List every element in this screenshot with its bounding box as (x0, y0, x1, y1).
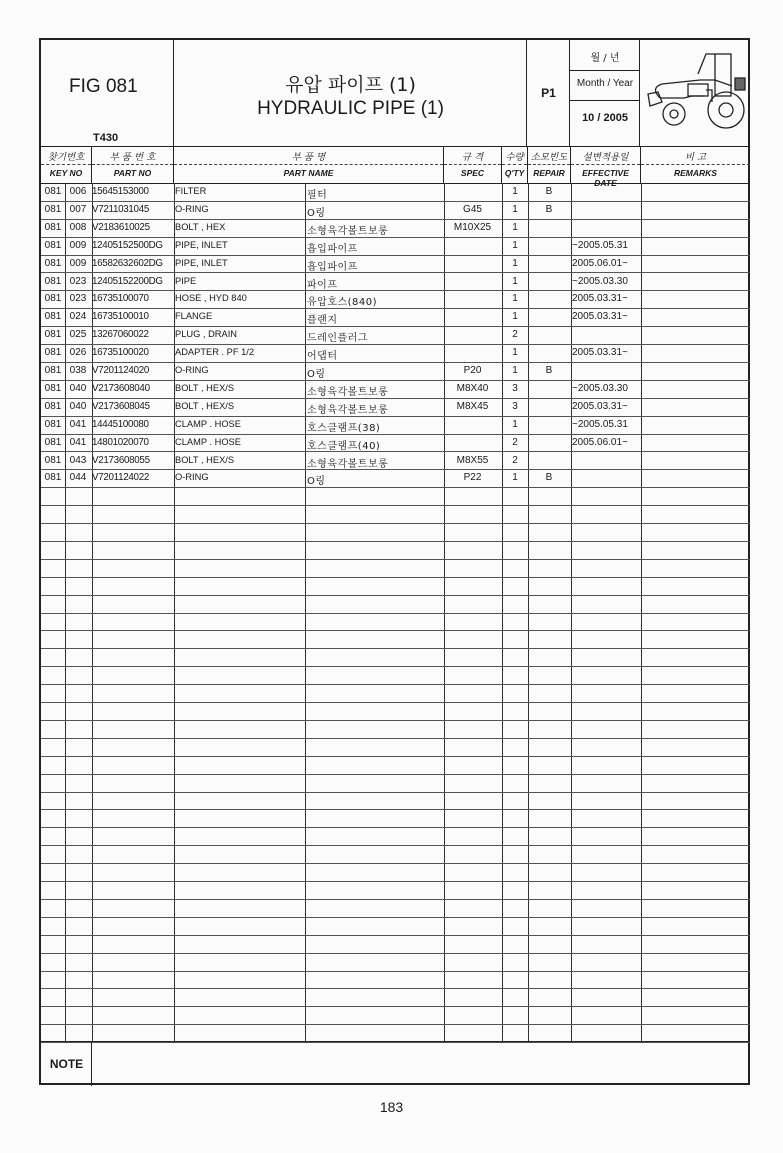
table-row (41, 505, 750, 524)
fig-number-cell: 081 (44, 436, 62, 448)
col-key-ko: 찾기번호 (47, 152, 85, 163)
part-number-cell: V7201124020 (92, 365, 149, 376)
date-box (570, 40, 640, 147)
qty-cell: 3 (512, 382, 518, 394)
effective-date-cell: ~2005.03.30 (572, 275, 628, 287)
part-number-cell: 16735100070 (92, 293, 149, 305)
table-row (41, 577, 750, 596)
fig-number-cell: 081 (44, 418, 62, 430)
table-row (41, 559, 750, 578)
table-row (41, 899, 750, 918)
part-name-ko-cell: 어댑터 (307, 351, 338, 363)
spec-cell: M10X25 (453, 221, 492, 233)
col-part-ko: 부 품 번 호 (109, 152, 156, 163)
table-row (41, 326, 750, 345)
figure-box (41, 40, 174, 147)
key-number-cell: 007 (69, 203, 87, 215)
key-number-cell: 025 (69, 329, 87, 341)
col-remarks-ko: 비 고 (684, 152, 707, 163)
fig-number-cell: 081 (44, 203, 62, 215)
tractor-illustration (640, 40, 750, 147)
key-number-cell: 026 (69, 347, 87, 359)
table-row (41, 308, 750, 327)
table-row (41, 237, 750, 256)
table-row (41, 398, 750, 417)
spec-cell: P20 (463, 365, 482, 376)
part-number-cell: V2173608040 (92, 382, 150, 394)
col-remarks (641, 147, 750, 183)
key-number-cell: 043 (69, 454, 87, 466)
table-row (41, 774, 750, 793)
table-row (41, 971, 750, 990)
spec-cell: P22 (463, 472, 482, 484)
part-name-ko-cell: 흡입파이프 (307, 243, 358, 255)
qty-cell: 1 (512, 203, 518, 215)
col-name-ko: 부 품 명 (291, 152, 326, 163)
table-row (41, 827, 750, 846)
table-row (41, 273, 750, 292)
part-name-ko-cell: 드레인플러그 (307, 333, 368, 345)
table-row (41, 201, 750, 220)
page-label: P1 (541, 86, 556, 100)
qty-cell: 1 (512, 221, 518, 233)
qty-cell: 2 (512, 436, 518, 448)
qty-cell: 3 (512, 400, 518, 412)
key-number-cell: 038 (69, 365, 87, 376)
part-number-cell: 16735100010 (92, 311, 149, 323)
page-number: 183 (379, 1099, 404, 1115)
date-label-english: Month / Year (576, 78, 634, 89)
effective-date-cell: 2005.03.31~ (572, 347, 628, 359)
part-name-ko-cell: 호스클램프(38) (307, 422, 381, 434)
table-row (41, 935, 750, 954)
part-name-ko-cell: O링 (307, 207, 326, 219)
fig-number-cell: 081 (44, 186, 62, 197)
part-number-cell: 16735100020 (92, 347, 149, 359)
qty-cell: 2 (512, 454, 518, 466)
note-section (41, 1041, 750, 1086)
table-row (41, 469, 750, 488)
table-row (41, 487, 750, 506)
part-name-en-cell: CLAMP . HOSE (175, 436, 241, 447)
col-remarks-en: REMARKS (674, 168, 717, 178)
part-name-en-cell: FILTER (175, 186, 207, 196)
fig-number-cell: 081 (44, 275, 62, 287)
part-number-cell: V2173608055 (92, 454, 150, 466)
qty-cell: 1 (512, 472, 518, 484)
part-name-en-cell: O-RING (175, 472, 209, 483)
table-row (41, 845, 750, 864)
key-number-cell: 023 (69, 275, 87, 287)
table-row (41, 290, 750, 309)
note-label-box (41, 1042, 92, 1086)
fig-number-cell: 081 (44, 239, 62, 251)
part-name-ko-cell: 호스클램프(40) (307, 440, 381, 452)
table-row (41, 613, 750, 632)
qty-cell: 1 (512, 239, 518, 251)
parts-table (41, 183, 750, 1041)
col-key (41, 147, 92, 183)
fig-number-cell: 081 (44, 311, 62, 323)
col-spec-en: SPEC (460, 168, 485, 178)
fig-number-cell: 081 (44, 221, 62, 233)
col-effective-en: EFFECTIVE DATE (582, 168, 629, 188)
part-number-cell: V2173608045 (92, 400, 150, 412)
column-header (41, 147, 750, 188)
table-row (41, 792, 750, 811)
fig-number-cell: 081 (44, 293, 62, 305)
col-repair (528, 147, 571, 183)
qty-cell: 1 (512, 257, 518, 269)
part-number-cell: V7201124022 (92, 472, 149, 484)
table-row (41, 416, 750, 435)
note-label: NOTE (49, 1057, 84, 1071)
part-name-en-cell: BOLT , HEX/S (175, 454, 235, 465)
table-row (41, 362, 750, 381)
model-name: T430 (93, 132, 119, 144)
table-row (41, 219, 750, 238)
table-row (41, 541, 750, 560)
table-row (41, 989, 750, 1008)
col-effective-ko: 설변적용일 (582, 152, 629, 163)
part-name-ko-cell: 소형육각볼트보롱 (307, 225, 389, 237)
part-name-en-cell: BOLT , HEX/S (175, 400, 235, 411)
table-row (41, 452, 750, 471)
key-number-cell: 024 (69, 311, 87, 323)
qty-cell: 1 (512, 293, 518, 305)
part-name-en-cell: BOLT , HEX/S (175, 382, 235, 393)
page-box (527, 40, 570, 147)
title-korean: 유압 파이프 (1) (285, 74, 416, 96)
part-name-en-cell: PLUG , DRAIN (175, 329, 237, 340)
table-row (41, 434, 750, 453)
spec-cell: M8X55 (456, 454, 489, 466)
key-number-cell: 008 (69, 221, 87, 233)
col-name (174, 147, 444, 183)
col-spec (444, 147, 502, 183)
title-english: HYDRAULIC PIPE (1) (257, 98, 444, 119)
part-name-ko-cell: 소형육각볼트보롱 (307, 404, 389, 416)
tractor-icon (640, 40, 750, 145)
key-number-cell: 040 (69, 382, 87, 394)
part-number-cell: 12405152500DG (92, 239, 163, 251)
part-name-ko-cell: 흡입파이프 (307, 261, 358, 273)
table-row (41, 255, 750, 274)
table-row (41, 881, 750, 900)
part-name-ko-cell: 파이프 (307, 279, 338, 291)
part-name-ko-cell: O링 (307, 369, 326, 380)
date-value: 10 / 2005 (582, 112, 628, 124)
part-number-cell: 15645153000 (92, 186, 149, 197)
fig-number-cell: 081 (44, 365, 62, 376)
effective-date-cell: 2005.06.01~ (572, 436, 628, 448)
qty-cell: 1 (512, 275, 518, 287)
repair-cell: B (545, 365, 553, 376)
qty-cell: 1 (512, 311, 518, 323)
col-qty-ko: 수량 (505, 152, 524, 163)
col-qty (502, 147, 528, 183)
effective-date-cell: ~2005.05.31 (572, 239, 628, 251)
table-row (41, 1006, 750, 1025)
part-number-cell: V2183610025 (92, 221, 150, 233)
part-number-cell: V7211031045 (92, 203, 149, 215)
part-name-en-cell: O-RING (175, 365, 209, 375)
col-effective (571, 147, 641, 188)
fig-number-cell: 081 (44, 347, 62, 359)
part-name-ko-cell: 필터 (307, 190, 328, 201)
part-name-en-cell: PIPE, INLET (175, 239, 228, 250)
part-name-en-cell: HOSE , HYD 840 (175, 293, 247, 304)
fig-number-cell: 081 (44, 472, 62, 484)
table-row (41, 595, 750, 614)
part-name-en-cell: ADAPTER . PF 1/2 (175, 347, 255, 358)
figure-number: FIG 081 (69, 76, 138, 97)
effective-date-cell: 2005.03.31~ (572, 400, 628, 412)
col-name-en: PART NAME (283, 168, 334, 178)
effective-date-cell: 2005.06.01~ (572, 257, 628, 269)
qty-cell: 1 (512, 347, 518, 359)
part-name-en-cell: O-RING (175, 203, 209, 214)
part-number-cell: 14445100080 (92, 418, 149, 430)
table-row (41, 684, 750, 703)
part-name-en-cell: PIPE, INLET (175, 257, 228, 268)
table-row (41, 917, 750, 936)
table-row (41, 523, 750, 542)
date-label-korean: 월 / 년 (590, 53, 620, 64)
table-row (41, 810, 750, 829)
table-row (41, 183, 750, 202)
fig-number-cell: 081 (44, 400, 62, 412)
part-name-en-cell: FLANGE (175, 311, 213, 322)
table-row (41, 863, 750, 882)
table-row (41, 738, 750, 757)
qty-cell: 1 (512, 365, 518, 376)
col-repair-ko: 소모빈도 (530, 152, 568, 163)
fig-number-cell: 081 (44, 454, 62, 466)
col-part-en: PART NO (113, 168, 152, 178)
key-number-cell: 041 (69, 418, 87, 430)
key-number-cell: 044 (69, 472, 87, 484)
table-row (41, 702, 750, 721)
part-name-ko-cell: 소형육각볼트보롱 (307, 458, 389, 470)
parts-sheet (39, 38, 750, 1085)
effective-date-cell: 2005.03.31~ (572, 293, 628, 305)
key-number-cell: 023 (69, 293, 87, 305)
table-row (41, 666, 750, 685)
qty-cell: 2 (512, 329, 518, 341)
part-name-en-cell: CLAMP . HOSE (175, 418, 241, 429)
fig-number-cell: 081 (44, 382, 62, 394)
key-number-cell: 041 (69, 436, 87, 448)
spec-cell: G45 (463, 203, 482, 215)
table-row (41, 756, 750, 775)
part-name-ko-cell: 플랜지 (307, 315, 338, 327)
col-repair-en: REPAIR (533, 168, 565, 178)
fig-number-cell: 081 (44, 257, 62, 269)
key-number-cell: 040 (69, 400, 87, 412)
part-name-ko-cell: 소형육각볼트보롱 (307, 386, 389, 398)
part-number-cell: 12405152200DG (92, 275, 163, 287)
repair-cell: B (545, 472, 553, 484)
key-number-cell: 009 (69, 239, 87, 251)
table-row (41, 344, 750, 363)
repair-cell: B (545, 186, 553, 197)
part-name-en-cell: BOLT , HEX (175, 221, 226, 232)
table-row (41, 380, 750, 399)
table-row (41, 648, 750, 667)
part-number-cell: 16582632602DG (92, 257, 163, 269)
qty-cell: 1 (512, 418, 518, 430)
table-row (41, 953, 750, 972)
col-qty-en: Q'TY (504, 168, 525, 178)
part-name-ko-cell: 유압호스(840) (307, 297, 378, 309)
repair-cell: B (545, 203, 553, 215)
spec-cell: M8X45 (456, 400, 489, 412)
key-number-cell: 009 (69, 257, 87, 269)
col-spec-ko: 규 격 (461, 152, 484, 163)
part-name-ko-cell: O링 (307, 476, 326, 488)
col-key-en: KEY NO (49, 168, 83, 178)
spec-cell: M8X40 (456, 382, 489, 394)
part-number-cell: 14801020070 (92, 436, 149, 448)
key-number-cell: 006 (69, 186, 87, 197)
table-row (41, 720, 750, 739)
fig-number-cell: 081 (44, 329, 62, 341)
effective-date-cell: ~2005.03.30 (572, 382, 628, 394)
table-row (41, 631, 750, 650)
part-number-cell: 13267060022 (92, 329, 149, 341)
col-part (92, 147, 174, 183)
qty-cell: 1 (512, 186, 518, 197)
title-box (174, 40, 527, 147)
part-name-en-cell: PIPE (175, 275, 197, 286)
effective-date-cell: ~2005.05.31 (572, 418, 628, 430)
effective-date-cell: 2005.03.31~ (572, 311, 628, 323)
